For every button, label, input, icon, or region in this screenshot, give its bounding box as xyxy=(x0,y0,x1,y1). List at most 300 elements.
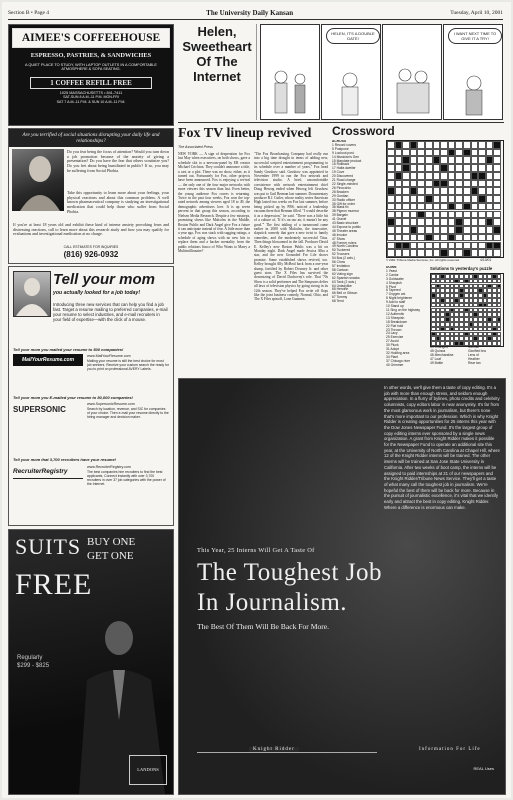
grid-cell[interactable] xyxy=(471,211,479,219)
across-clue: 57 Invitation xyxy=(332,264,350,268)
grid-cell[interactable] xyxy=(440,234,448,242)
across-clue: 9 Lookout post xyxy=(332,150,354,155)
journalism-small: This Year, 25 Interns Will Get A Taste Of xyxy=(197,547,315,554)
solutions-box xyxy=(430,266,504,347)
coffeehouse-name: AIMEE'S COFFEEHOUSE xyxy=(12,28,170,48)
comic-bubble-1: HELEN, IT'S A DOUBLE DATE! xyxy=(326,28,380,44)
grid-cell[interactable] xyxy=(425,172,433,180)
extra-clue: 47 Loaf xyxy=(430,356,441,361)
grid-cell[interactable] xyxy=(471,249,479,257)
grid-cell[interactable] xyxy=(486,211,494,219)
grid-block xyxy=(486,242,494,250)
grid-cell[interactable] xyxy=(463,211,471,219)
resume-services-ad[interactable] xyxy=(8,266,174,526)
crossword-grid[interactable] xyxy=(386,140,504,258)
grid-cell[interactable] xyxy=(455,203,463,211)
coffeehouse-ad[interactable] xyxy=(8,24,174,126)
grid-cell[interactable] xyxy=(395,226,403,234)
crossword-copyright: © 2001 Tribune Media Services, Inc. All rights reserved. xyxy=(386,258,460,262)
grid-cell[interactable] xyxy=(417,203,425,211)
grid-cell[interactable] xyxy=(402,195,410,203)
grid-cell[interactable] xyxy=(410,149,418,157)
grid-cell[interactable] xyxy=(425,187,433,195)
grid-cell[interactable] xyxy=(387,226,395,234)
phobia-body-1: Do you fear being the focus of attention? Would you turn down a job promotion because of the anxiety of giving a presentation? Do you have the fear that others scrutinize you? Do you fret about being humiliated in public? If so, you may be suffering from Social Phobia. xyxy=(67,149,169,173)
grid-cell[interactable] xyxy=(493,172,501,180)
down-clue: 3 Goldwater xyxy=(386,276,404,281)
grid-cell[interactable] xyxy=(417,234,425,242)
grid-cell[interactable] xyxy=(463,156,471,164)
grid-cell[interactable] xyxy=(410,249,418,257)
grid-cell[interactable] xyxy=(433,218,441,226)
grid-cell[interactable] xyxy=(478,180,486,188)
grid-cell[interactable] xyxy=(463,234,471,242)
grid-cell[interactable] xyxy=(478,164,486,172)
grid-cell[interactable] xyxy=(433,249,441,257)
across-clue: 64 Unladylike xyxy=(332,283,352,288)
grid-cell[interactable] xyxy=(417,172,425,180)
across-clue: 16 Rollback xyxy=(332,162,350,167)
grid-cell[interactable] xyxy=(486,234,494,242)
grid-cell[interactable] xyxy=(387,149,395,157)
grid-cell[interactable] xyxy=(478,141,486,149)
comic-panel-4 xyxy=(443,24,503,120)
grid-cell[interactable] xyxy=(425,156,433,164)
grid-cell[interactable] xyxy=(493,195,501,203)
grid-cell[interactable] xyxy=(402,226,410,234)
grid-cell[interactable] xyxy=(478,242,486,250)
down-clue: 11 Sing on the highway xyxy=(386,307,421,312)
grid-cell[interactable] xyxy=(448,249,456,257)
grid-cell[interactable] xyxy=(410,234,418,242)
grid-cell[interactable] xyxy=(417,164,425,172)
grid-cell[interactable] xyxy=(478,226,486,234)
grid-cell[interactable] xyxy=(463,242,471,250)
grid-cell[interactable] xyxy=(455,242,463,250)
suits-price: $299 - $825 xyxy=(17,663,50,669)
grid-cell[interactable] xyxy=(448,211,456,219)
grid-cell[interactable] xyxy=(471,180,479,188)
grid-cell[interactable] xyxy=(433,242,441,250)
grid-cell[interactable] xyxy=(463,141,471,149)
grid-cell[interactable] xyxy=(471,164,479,172)
grid-cell[interactable] xyxy=(417,242,425,250)
grid-cell[interactable] xyxy=(463,180,471,188)
grid-cell[interactable] xyxy=(455,234,463,242)
grid-cell[interactable] xyxy=(440,242,448,250)
coffeehouse-hours: SAT-SUN 8 A.M.-11 P.M. MON-FRI xyxy=(63,95,119,100)
coffeehouse-address: 1025 MASSACHUSETTS • 841-7411 xyxy=(59,90,123,95)
across-clue: 56 Chow xyxy=(332,260,346,265)
grid-block xyxy=(455,218,463,226)
grid-cell[interactable] xyxy=(410,203,418,211)
grid-cell[interactable] xyxy=(402,149,410,157)
crossword-date-code: 4/10/01 xyxy=(480,258,492,262)
newspaper-page xyxy=(2,2,511,798)
down-clue: 22 Flat hold xyxy=(386,323,404,328)
grid-block xyxy=(433,156,441,164)
section-label: Section B • Page 4 xyxy=(8,10,50,16)
journalism-body: In other words, we'll give them a taste of copy editing. It's a job with more than enough stress, and seldom enough appreciation. In a flurry of bylines, photo credits and celebrity columnists, copy editors labor in near anonymity. It's far from the most glamorous work in journalism, but there's none that's more important to our profession. Which is why Knight Ridder is creating opportunities for 25 interns this year with the Dow Jones Newspaper Fund. It's the largest group of copy editing interns ever sponsored by a single news organization. A grant from Knight Ridder makes it possible for the Newspaper Fund to operate an additional site this year, at the University of North Carolina at Chapel Hill, where 12 of the Knight Ridder interns will be trained. The other interns will be trained at San Jose State University in California. After two weeks of boot camp, the interns will be assigned to paid internships at 21 of our newspapers and the Knight Ridder/Tribune News Service. They'll get a taste of what many call the toughest job in journalism. We're hopeful the best of them will be back for more. Because in the pursuit of journalistic excellence, it's vital that we identify early and attract the best in copy editing. Knight Ridder. Where a difference is enormous can make. xyxy=(384,385,500,510)
grid-cell[interactable] xyxy=(410,242,418,250)
grid-cell[interactable] xyxy=(440,211,448,219)
grid-cell[interactable] xyxy=(387,141,395,149)
grid-cell[interactable] xyxy=(493,156,501,164)
grid-cell[interactable] xyxy=(440,141,448,149)
grid-cell[interactable] xyxy=(471,156,479,164)
grid-cell[interactable] xyxy=(402,234,410,242)
issue-date: Tuesday, April 10, 2001 xyxy=(450,10,503,16)
grid-cell[interactable] xyxy=(493,211,501,219)
grid-cell[interactable] xyxy=(433,149,441,157)
grid-cell[interactable] xyxy=(417,226,425,234)
grid-cell[interactable] xyxy=(486,149,494,157)
grid-cell[interactable] xyxy=(463,172,471,180)
grid-cell[interactable] xyxy=(417,156,425,164)
grid-cell[interactable] xyxy=(455,187,463,195)
grid-cell[interactable] xyxy=(478,218,486,226)
grid-cell[interactable] xyxy=(478,234,486,242)
grid-cell[interactable] xyxy=(387,234,395,242)
social-phobia-ad[interactable] xyxy=(8,128,174,264)
grid-cell[interactable] xyxy=(486,172,494,180)
grid-cell[interactable] xyxy=(455,156,463,164)
grid-block xyxy=(387,218,395,226)
grid-cell[interactable] xyxy=(417,218,425,226)
phobia-phone[interactable]: (816) 926-0932 xyxy=(63,250,119,259)
across-clue-list xyxy=(332,144,382,304)
grid-block xyxy=(402,164,410,172)
grid-cell[interactable] xyxy=(493,203,501,211)
grid-cell[interactable] xyxy=(425,211,433,219)
down-clue: 37 Chicago river xyxy=(386,358,411,363)
grid-cell[interactable] xyxy=(471,218,479,226)
grid-cell[interactable] xyxy=(402,249,410,257)
grid-cell[interactable] xyxy=(463,195,471,203)
grid-cell[interactable] xyxy=(433,141,441,149)
journalism-tagline: The Best Of Them Will Be Back For More. xyxy=(197,622,330,631)
grid-cell[interactable] xyxy=(433,187,441,195)
across-clue: 67 Tommy xyxy=(332,295,348,300)
grid-cell[interactable] xyxy=(395,249,403,257)
grid-block xyxy=(471,187,479,195)
across-clue: 38 Pigeon murmur xyxy=(332,209,360,214)
grid-cell[interactable] xyxy=(440,203,448,211)
grid-cell[interactable] xyxy=(433,195,441,203)
grid-cell[interactable] xyxy=(463,226,471,234)
mom-line-1: Tell your mom you mailed your resume to 500 companies! xyxy=(13,347,124,352)
grid-block xyxy=(395,141,403,149)
grid-cell[interactable] xyxy=(433,226,441,234)
grid-cell[interactable] xyxy=(417,195,425,203)
solutions-grid xyxy=(430,273,504,347)
across-clue: 26 Pinocchio xyxy=(332,185,351,190)
grid-cell[interactable] xyxy=(402,187,410,195)
grid-cell[interactable] xyxy=(440,172,448,180)
grid-cell[interactable] xyxy=(448,156,456,164)
grid-cell[interactable] xyxy=(410,164,418,172)
grid-cell[interactable] xyxy=(395,180,403,188)
down-clue: 32 Holding area xyxy=(386,350,410,355)
grid-cell[interactable] xyxy=(440,226,448,234)
grid-block xyxy=(463,203,471,211)
grid-cell[interactable] xyxy=(440,187,448,195)
grid-cell[interactable] xyxy=(410,172,418,180)
coffeehouse-tagline: A QUIET PLACE TO STUDY, WITH LAPTOP OUTLETS IN A COMFORTABLE ATMOSPHERE & SOFA SEATING. xyxy=(25,63,157,72)
grid-cell[interactable] xyxy=(433,234,441,242)
grid-cell[interactable] xyxy=(493,249,501,257)
grid-cell[interactable] xyxy=(440,149,448,157)
grid-cell[interactable] xyxy=(417,249,425,257)
grid-cell[interactable] xyxy=(463,218,471,226)
grid-cell[interactable] xyxy=(448,172,456,180)
grid-cell[interactable] xyxy=(410,218,418,226)
grid-cell[interactable] xyxy=(395,149,403,157)
grid-cell[interactable] xyxy=(493,164,501,172)
grid-cell[interactable] xyxy=(463,187,471,195)
grid-cell[interactable] xyxy=(395,164,403,172)
down-clue: 12 Authentic xyxy=(386,311,405,316)
grid-cell[interactable] xyxy=(455,164,463,172)
grid-cell[interactable] xyxy=(425,203,433,211)
grid-cell[interactable] xyxy=(387,180,395,188)
grid-cell[interactable] xyxy=(387,211,395,219)
down-clue: 23 Thrown xyxy=(386,327,402,332)
grid-cell[interactable] xyxy=(493,234,501,242)
grid-cell[interactable] xyxy=(425,149,433,157)
grid-cell[interactable] xyxy=(463,164,471,172)
grid-cell[interactable] xyxy=(471,226,479,234)
phobia-headline: Are you terrified of social situations disrupting your daily life and relationships? xyxy=(9,129,173,147)
grid-cell[interactable] xyxy=(395,203,403,211)
grid-cell[interactable] xyxy=(486,249,494,257)
crossword-extra-clues-2 xyxy=(468,346,504,366)
grid-cell[interactable] xyxy=(387,172,395,180)
grid-cell[interactable] xyxy=(417,180,425,188)
grid-cell[interactable] xyxy=(402,218,410,226)
grid-cell[interactable] xyxy=(455,172,463,180)
across-clue: 54 Bus (2 wds.) xyxy=(332,256,355,261)
grid-cell[interactable] xyxy=(478,187,486,195)
extra-clue: Heather xyxy=(468,356,480,361)
grid-block xyxy=(478,172,486,180)
suits-ad[interactable] xyxy=(8,529,174,795)
comic-characters-icon xyxy=(261,25,319,119)
grid-cell[interactable] xyxy=(433,203,441,211)
grid-cell[interactable] xyxy=(448,141,456,149)
grid-cell[interactable] xyxy=(486,164,494,172)
across-clue: 14 Musician's Gen xyxy=(332,154,360,159)
suits-price-label: Regularly xyxy=(17,655,43,661)
grid-cell[interactable] xyxy=(417,187,425,195)
grid-block xyxy=(425,195,433,203)
grid-cell[interactable] xyxy=(440,156,448,164)
grid-cell[interactable] xyxy=(387,249,395,257)
helen-title: Helen, Sweetheart Of The Internet xyxy=(182,24,252,84)
grid-cell[interactable] xyxy=(387,242,395,250)
grid-block xyxy=(471,172,479,180)
grid-block xyxy=(478,195,486,203)
grid-cell[interactable] xyxy=(402,203,410,211)
across-clue: 35 Gift for order xyxy=(332,201,356,206)
person-portrait-icon xyxy=(14,272,50,316)
grid-cell[interactable] xyxy=(471,195,479,203)
grid-cell[interactable] xyxy=(395,187,403,195)
across-clue: 50 Tuckered xyxy=(332,248,351,253)
grid-cell[interactable] xyxy=(410,195,418,203)
grid-cell[interactable] xyxy=(425,164,433,172)
grid-cell[interactable] xyxy=(493,149,501,157)
across-clue: 15 Mandate product xyxy=(332,158,362,163)
across-clue: 45 Theater areas xyxy=(332,228,358,233)
crossword-down-clues xyxy=(386,266,426,366)
grid-cell[interactable] xyxy=(486,226,494,234)
grid-block xyxy=(402,242,410,250)
across-clue: 49 North Carolina xyxy=(332,244,358,249)
story-headline: Fox TV lineup revived xyxy=(178,126,312,141)
grid-cell[interactable] xyxy=(448,187,456,195)
grid-cell[interactable] xyxy=(395,156,403,164)
across-clue: 52 Trousers xyxy=(332,252,350,257)
across-clue: 36 Mask fix xyxy=(332,205,349,210)
grid-cell[interactable] xyxy=(425,180,433,188)
grid-cell[interactable] xyxy=(455,141,463,149)
grid-cell[interactable] xyxy=(433,172,441,180)
grid-cell[interactable] xyxy=(448,218,456,226)
mom-line-3: Tell your mom that 3,700 recruiters have your resume! xyxy=(13,457,117,462)
coffeehouse-offer: 1 COFFEE REFILL FREE xyxy=(30,77,152,89)
grid-cell[interactable] xyxy=(493,187,501,195)
grid-cell[interactable] xyxy=(478,203,486,211)
grid-cell[interactable] xyxy=(433,211,441,219)
grid-block xyxy=(410,141,418,149)
grid-cell[interactable] xyxy=(448,180,456,188)
grid-cell[interactable] xyxy=(440,218,448,226)
down-clue: 27 Avoid xyxy=(386,339,399,344)
down-clue: 9 Add to staff xyxy=(386,300,406,305)
grid-block xyxy=(395,172,403,180)
across-clue: 47 Show xyxy=(332,236,345,241)
grid-cell[interactable] xyxy=(395,234,403,242)
grid-cell[interactable] xyxy=(486,195,494,203)
grid-cell[interactable] xyxy=(486,141,494,149)
across-clue: 28 Bracken xyxy=(332,189,349,194)
journalism-corner: REAL Uses xyxy=(473,766,494,771)
grid-cell[interactable] xyxy=(448,164,456,172)
grid-cell[interactable] xyxy=(425,226,433,234)
grid-cell[interactable] xyxy=(455,180,463,188)
grid-cell[interactable] xyxy=(448,242,456,250)
grid-cell[interactable] xyxy=(471,203,479,211)
suits-buy-one: BUY ONE xyxy=(87,536,136,548)
grid-cell[interactable] xyxy=(478,156,486,164)
grid-cell[interactable] xyxy=(448,226,456,234)
comic-panel-2 xyxy=(321,24,381,120)
grid-cell[interactable] xyxy=(402,211,410,219)
journalism-ad[interactable] xyxy=(178,378,506,795)
grid-cell[interactable] xyxy=(425,242,433,250)
grid-cell[interactable] xyxy=(455,149,463,157)
grid-cell[interactable] xyxy=(410,180,418,188)
grid-cell[interactable] xyxy=(478,249,486,257)
grid-cell[interactable] xyxy=(493,218,501,226)
grid-cell[interactable] xyxy=(410,156,418,164)
across-label: ACROSS xyxy=(332,140,347,143)
down-clue: 24 Lacy xyxy=(386,331,398,336)
grid-cell[interactable] xyxy=(471,141,479,149)
grid-cell[interactable] xyxy=(471,242,479,250)
recruiterregistry-desc: The best companies hire recruiters to find the best applicants. Connect instantly with over 3,700 recruiters in over 37 job categories with the power of the Internet. xyxy=(87,470,166,486)
grid-cell[interactable] xyxy=(395,211,403,219)
across-clue: 60 Voting sign xyxy=(332,271,353,276)
grid-cell[interactable] xyxy=(493,180,501,188)
mailyourresume-desc: Mailing your resume is still the best choice for most job seekers. Receive your custom search the ready for you to print on professional AVERY Labels. xyxy=(87,359,169,371)
extra-clue: 46 Merchandise xyxy=(430,352,454,357)
knight-ridder-logo: Knight Ridder xyxy=(249,747,299,752)
grid-cell[interactable] xyxy=(471,234,479,242)
grid-cell[interactable] xyxy=(448,195,456,203)
crossword-section xyxy=(332,124,504,374)
extra-clue: Rear tan xyxy=(468,360,481,365)
suits-get-one: GET ONE xyxy=(87,550,134,562)
grid-cell[interactable] xyxy=(387,195,395,203)
grid-cell[interactable] xyxy=(425,141,433,149)
story-byline: The Associated Press xyxy=(178,145,213,149)
extra-clue: 45 Quinoa xyxy=(430,348,446,353)
crossword-extra-clues xyxy=(430,346,466,366)
grid-cell[interactable] xyxy=(425,218,433,226)
grid-cell[interactable] xyxy=(433,164,441,172)
grid-block xyxy=(440,164,448,172)
grid-cell[interactable] xyxy=(455,195,463,203)
grid-cell[interactable] xyxy=(395,195,403,203)
woman-photo xyxy=(12,149,64,211)
grid-cell[interactable] xyxy=(486,187,494,195)
grid-cell[interactable] xyxy=(455,249,463,257)
grid-cell[interactable] xyxy=(410,211,418,219)
grid-cell[interactable] xyxy=(402,180,410,188)
helen-feature xyxy=(178,24,257,120)
grid-cell[interactable] xyxy=(402,141,410,149)
grid-cell[interactable] xyxy=(387,203,395,211)
grid-cell[interactable] xyxy=(387,156,395,164)
supersonic-site[interactable]: www.SupersonicResume.com xyxy=(87,402,135,406)
grid-cell[interactable] xyxy=(478,149,486,157)
mailyourresume-site[interactable]: www.MailYourResume.com xyxy=(87,354,131,358)
down-clue: 30 Pluck xyxy=(386,343,399,348)
grid-cell[interactable] xyxy=(417,141,425,149)
recruiterregistry-site[interactable]: www.RecruiterRegistry.com xyxy=(87,465,131,469)
grid-cell[interactable] xyxy=(417,149,425,157)
grid-block xyxy=(402,156,410,164)
grid-cell[interactable] xyxy=(486,203,494,211)
grid-cell[interactable] xyxy=(425,249,433,257)
grid-block xyxy=(433,180,441,188)
comic-bubble-2: I WANT NEXT TIME TO GIVE IT A TRY! xyxy=(448,28,502,44)
down-clue: 2 Cantor xyxy=(386,272,399,277)
grid-cell[interactable] xyxy=(387,164,395,172)
grid-cell[interactable] xyxy=(478,211,486,219)
grid-cell[interactable] xyxy=(471,149,479,157)
grid-cell[interactable] xyxy=(455,211,463,219)
across-clue: 41 Gravel xyxy=(332,217,347,222)
mom-body: Introducing three new services that can help you find a job fast. Target a resume mailing to preferred companies, e-mail your resume to select industries, and e-mail recruiters in your field of expertise—with the click of a mouse. xyxy=(53,302,168,322)
grid-cell[interactable] xyxy=(440,195,448,203)
grid-cell[interactable] xyxy=(395,218,403,226)
grid-cell[interactable] xyxy=(402,172,410,180)
grid-cell[interactable] xyxy=(486,180,494,188)
across-clue: 63 Tank (2 wds.) xyxy=(332,279,357,284)
